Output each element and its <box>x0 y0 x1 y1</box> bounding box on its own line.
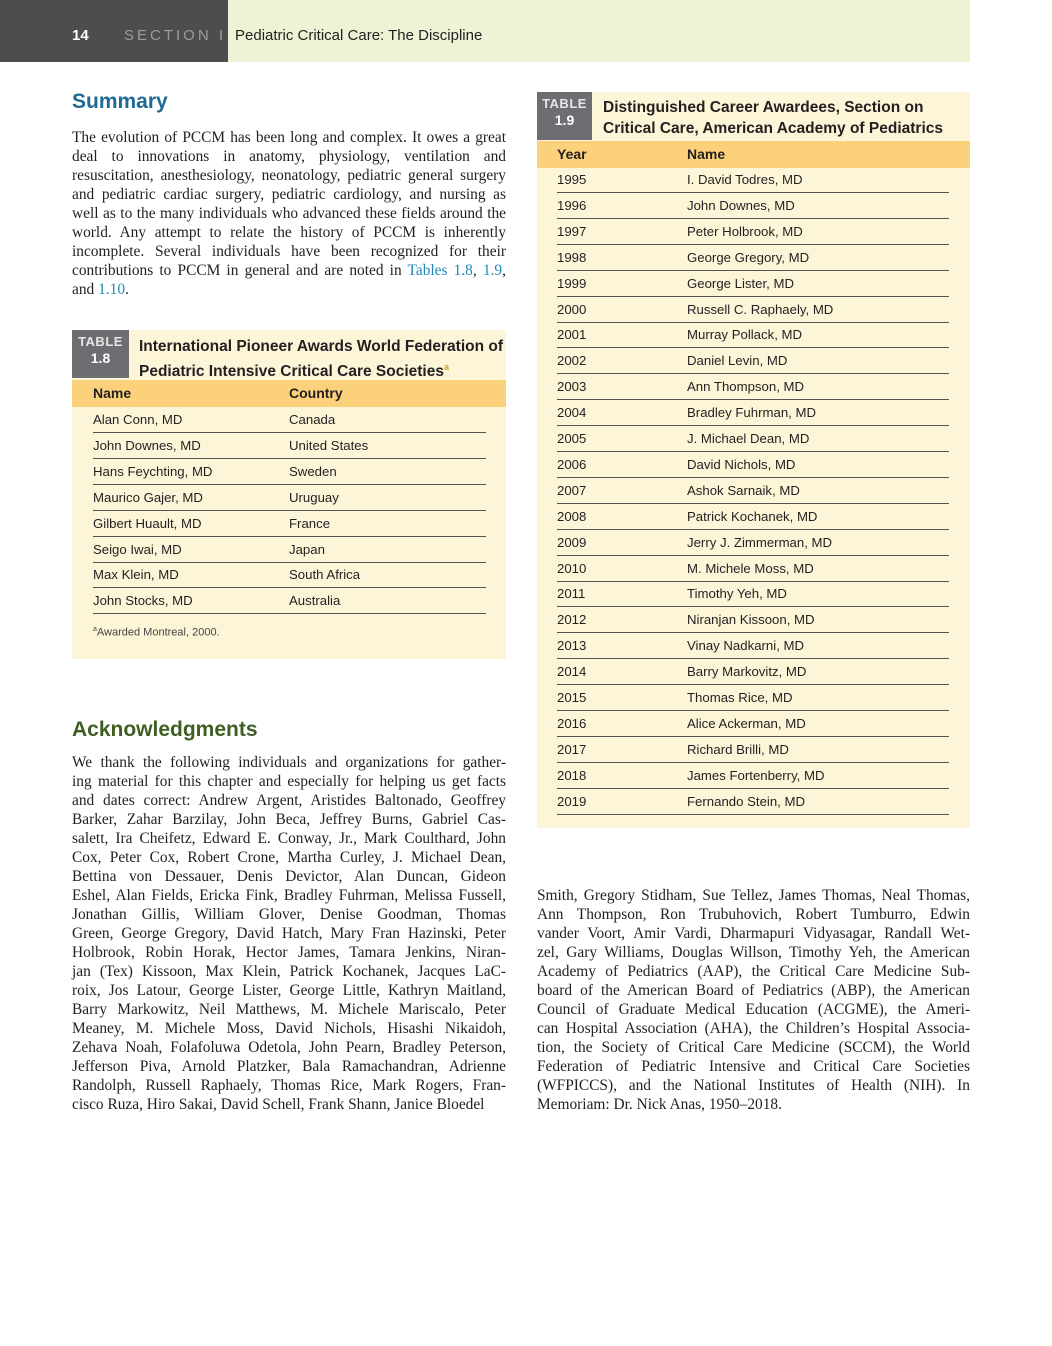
table-1-8-badge <box>72 330 129 378</box>
table-cell: Daniel Levin, MD <box>687 353 788 369</box>
table-cell: Murray Pollack, MD <box>687 327 803 343</box>
table-row <box>557 167 949 193</box>
table-cell: 2002 <box>557 353 587 369</box>
table-cell: James Fortenberry, MD <box>687 767 825 783</box>
table-1-8-title <box>139 336 509 382</box>
table-cell: 1995 <box>557 172 587 187</box>
acknowledgments-column-1 <box>72 753 506 1114</box>
table-cell: 2012 <box>557 612 587 628</box>
table-row <box>557 452 949 478</box>
text-line: jan (Tex) Kissoon, Max Klein, Patrick Kochanek, Jacques LaC- <box>72 963 506 980</box>
table-1-8-header <box>72 380 506 407</box>
running-title: Pediatric Critical Care: The Discipline <box>235 27 483 44</box>
text-line: Bettina von Dessauer, Denis Devictor, Alan Duncan, Gideon <box>72 868 506 885</box>
text-line: Green, George Gregory, David Hatch, Mary Fran Hazinski, Peter <box>72 925 506 942</box>
table-row <box>557 504 949 530</box>
table-cell: M. Michele Moss, MD <box>687 560 814 576</box>
table-row <box>557 763 949 789</box>
table-cell: 2001 <box>557 327 587 343</box>
text-line: Smith, Gregory Stidham, Sue Tellez, James Thomas, Neal Thomas, <box>537 887 970 904</box>
summary-text: The evolution of PCCM has been long and complex. It owes a great deal to innovations in anatomy, physiology, ventilation and resuscitation, anesthesiology, neonatology, pediatric general surgery and pediatric cardiac surgery, pediatric cardiology, and nursing as well as to the many individuals who advanced these fields around the world. Any attempt to relate the history of PCCM is inherently incomplete. Several individuals have been recognized for their contributions to PCCM in general and are noted in <box>72 129 506 279</box>
column-header-year: Year <box>557 146 587 162</box>
table-cell: George Gregory, MD <box>687 249 810 265</box>
table-row <box>93 562 486 588</box>
table-cell: 2005 <box>557 431 587 446</box>
table-cell: South Africa <box>289 567 361 583</box>
table-cell: Bradley Fuhrman, MD <box>687 405 816 421</box>
text-line: vander Voort, Amir Vardi, Dharmapuri Vidyasagar, Randall Wet- <box>537 925 970 942</box>
table-cell: 2017 <box>557 741 587 757</box>
text-line: ing material for this chapter and especially for helping us get facts <box>72 773 506 790</box>
table-row <box>557 271 949 297</box>
text-line: Randolph, Russell Raphaely, Thomas Rice, Mark Rogers, Fran- <box>72 1077 506 1094</box>
table-cell: 1998 <box>557 249 587 265</box>
text-line: zel, Gary Williams, Douglas Willson, Timothy Yeh, the American <box>537 944 970 961</box>
page-number: 14 <box>72 27 89 44</box>
table-cell: Jerry J. Zimmerman, MD <box>687 534 833 550</box>
table-row <box>557 633 949 659</box>
table-cell: Sweden <box>289 463 337 479</box>
table-1-8-footnote <box>93 626 220 639</box>
text-line: Jonathan Gillis, William Glover, Denise Goodman, Thomas <box>72 906 506 923</box>
text-line: Academy of Pediatrics (AAP), the Critical Care Medicine Sub- <box>537 963 970 980</box>
table-cell: Uruguay <box>289 489 339 505</box>
table-cell: 2008 <box>557 508 587 524</box>
text-line: and dates correct: Andrew Argent, Aristides Baltonado, Geoffrey <box>72 792 506 809</box>
text-line: Barker, Zahar Barzilay, John Beca, Jeffrey Burns, Gabriel Cas- <box>72 811 506 828</box>
table-cell: Alice Ackerman, MD <box>687 715 806 731</box>
table-1-9-title: Distinguished Career Awardees, Section on Critical Care, American Academy of Pediatrics <box>603 99 943 137</box>
table-row <box>557 400 949 426</box>
table-cell: Thomas Rice, MD <box>687 690 793 705</box>
table-cell: John Downes, MD <box>687 197 795 213</box>
table-row <box>557 659 949 685</box>
column-header-name: Name <box>687 146 726 162</box>
table-row <box>557 374 949 400</box>
table-row <box>557 737 949 763</box>
table-row <box>557 478 949 504</box>
table-row <box>557 245 949 271</box>
table-row <box>557 789 949 815</box>
table-cell: 2011 <box>557 586 586 602</box>
table-row <box>93 433 486 459</box>
table-cell: John Stocks, MD <box>93 593 193 609</box>
table-row <box>93 537 486 563</box>
summary-end: . <box>125 281 129 298</box>
text-line: Cox, Peter Cox, Robert Crone, Martha Curley, J. Michael Dean, <box>72 849 506 866</box>
table-1-8-link[interactable]: Tables 1.8 <box>407 262 473 279</box>
table-badge-number: 1.8 <box>90 350 111 366</box>
footnote-marker: a <box>443 362 449 372</box>
table-cell: 2003 <box>557 379 587 395</box>
table-cell: David Nichols, MD <box>687 456 796 472</box>
table-cell: Vinay Nadkarni, MD <box>687 638 805 654</box>
text-line: (WFPICCS), and the National Institutes of Health (NIH). In <box>537 1077 970 1094</box>
table-cell: 2009 <box>557 534 587 550</box>
table-cell: 1999 <box>557 275 587 291</box>
footnote-text: Awarded Montreal, 2000. <box>96 626 220 639</box>
table-row <box>557 348 949 374</box>
text-line: Council of Graduate Medical Education (ACGME), the Ameri- <box>537 1001 970 1018</box>
table-cell: Hans Feychting, MD <box>93 463 213 479</box>
text-line: board of the American Board of Pediatrics (ABP), the American <box>537 982 970 999</box>
table-cell: Ashok Sarnaik, MD <box>687 482 800 498</box>
table-cell: Barry Markovitz, MD <box>687 664 807 680</box>
table-cell: 2019 <box>557 793 587 809</box>
table-cell: 2000 <box>557 301 587 317</box>
text-line: Zehava Noah, Folafoluwa Odetola, John Pearn, Bradley Peterson, <box>72 1039 506 1056</box>
table-row <box>557 581 949 607</box>
table-row <box>557 607 949 633</box>
table-badge-number: 1.9 <box>554 112 575 128</box>
summary-sep-1: , <box>472 262 483 279</box>
table-1-9-badge <box>537 92 592 140</box>
acknowledgments-column-2 <box>537 886 970 1114</box>
table-cell: Max Klein, MD <box>93 567 179 583</box>
table-cell: 2006 <box>557 456 587 472</box>
table-cell: Fernando Stein, MD <box>687 793 806 809</box>
table-cell: Peter Holbrook, MD <box>687 223 803 239</box>
table-row <box>93 588 486 614</box>
table-row <box>557 426 949 452</box>
text-line: Federation of Pediatric Intensive and Critical Care Societies <box>537 1058 970 1075</box>
table-cell: Maurico Gajer, MD <box>93 489 203 505</box>
table-cell: Richard Brilli, MD <box>687 741 789 757</box>
text-line: Eshel, Alan Fields, Ericka Fink, Bradley Fuhrman, Melissa Fussell, <box>72 887 506 904</box>
table-badge-word: TABLE <box>542 96 587 111</box>
text-line: Meaney, M. Michele Moss, David Nichols, Hisashi Nikaidoh, <box>72 1020 506 1037</box>
table-cell: 2007 <box>557 482 587 498</box>
table-row <box>93 407 486 433</box>
table-cell: I. David Todres, MD <box>687 172 803 187</box>
section-label: SECTION I <box>124 27 227 44</box>
table-row <box>93 459 486 485</box>
table-cell: Alan Conn, MD <box>93 412 183 427</box>
table-row <box>557 322 949 348</box>
table-row <box>557 685 949 711</box>
table-badge-word: TABLE <box>78 334 123 349</box>
text-line: Holbrook, Robin Horak, Hector James, Tamara Jenkins, Niran- <box>72 944 506 961</box>
table-1-10-link[interactable]: 1.10 <box>98 281 126 298</box>
table-row <box>557 297 949 323</box>
table-row <box>93 511 486 537</box>
table-cell: 2004 <box>557 405 587 421</box>
table-cell: Niranjan Kissoon, MD <box>687 612 815 628</box>
text-line: Barry Markowitz, Neil Matthews, M. Michele Mariscalo, Peter <box>72 1001 506 1018</box>
text-line: cisco Ruza, Hiro Sakai, David Schell, Frank Shann, Janice Bloedel <box>72 1096 485 1113</box>
text-line: salett, Ira Cheifetz, Edward E. Conway, Jr., Mark Coulthard, John <box>72 830 506 847</box>
footnote-mark: a <box>93 626 97 633</box>
table-row <box>557 219 949 245</box>
table-cell: Patrick Kochanek, MD <box>687 508 818 524</box>
summary-sep-2: , and <box>72 262 506 298</box>
table-cell: Timothy Yeh, MD <box>687 586 787 602</box>
table-cell: 2013 <box>557 638 587 654</box>
column-header-country: Country <box>289 385 343 401</box>
text-line: roix, Jos Latour, George Lister, George Little, Kathryn Maitland, <box>72 982 506 999</box>
table-cell: Ann Thompson, MD <box>687 379 805 395</box>
text-line: tion, the Society of Critical Care Medicine (SCCM), the World <box>537 1039 970 1056</box>
table-cell: 1996 <box>557 197 587 213</box>
table-cell: 2014 <box>557 664 587 680</box>
summary-heading: Summary <box>72 90 168 113</box>
table-1-9-link[interactable]: 1.9 <box>482 262 503 279</box>
text-line: Jefferson Piva, Arnold Platzker, Bala Ramachandran, Adrienne <box>72 1058 506 1075</box>
table-row <box>557 711 949 737</box>
text-line: We thank the following individuals and organizations for gather- <box>72 754 506 771</box>
table-1-9-header <box>537 141 970 168</box>
table-cell: 2010 <box>557 560 587 576</box>
table-cell: J. Michael Dean, MD <box>687 431 810 446</box>
table-cell: Canada <box>289 412 336 427</box>
table-title-text: International Pioneer Awards World Federation of Pediatric Intensive Critical Care Societies <box>139 338 504 381</box>
column-header-name: Name <box>93 385 132 401</box>
acknowledgments-heading: Acknowledgments <box>72 718 258 741</box>
table-cell: 2016 <box>557 715 587 731</box>
table-cell: Seigo Iwai, MD <box>93 541 182 557</box>
table-cell: Australia <box>289 593 341 609</box>
table-cell: 2018 <box>557 767 587 783</box>
table-cell: Russell C. Raphaely, MD <box>687 301 834 317</box>
table-cell: United States <box>289 437 369 453</box>
table-cell: Gilbert Huault, MD <box>93 515 202 531</box>
table-row <box>557 556 949 582</box>
table-row <box>93 485 486 511</box>
text-line: can Hospital Association (AHA), the Children’s Hospital Associa- <box>537 1020 970 1037</box>
text-line: Memoriam: Dr. Nick Anas, 1950–2018. <box>537 1096 782 1113</box>
table-cell: George Lister, MD <box>687 275 795 291</box>
table-cell: John Downes, MD <box>93 437 201 453</box>
table-row <box>557 193 949 219</box>
table-cell: 1997 <box>557 223 587 239</box>
table-row <box>557 530 949 556</box>
table-cell: 2015 <box>557 690 587 705</box>
text-line: Ann Thompson, Ron Trubuhovich, Robert Tumburro, Edwin <box>537 906 970 923</box>
table-cell: France <box>289 515 331 531</box>
summary-paragraph <box>72 128 506 299</box>
table-cell: Japan <box>289 541 325 557</box>
